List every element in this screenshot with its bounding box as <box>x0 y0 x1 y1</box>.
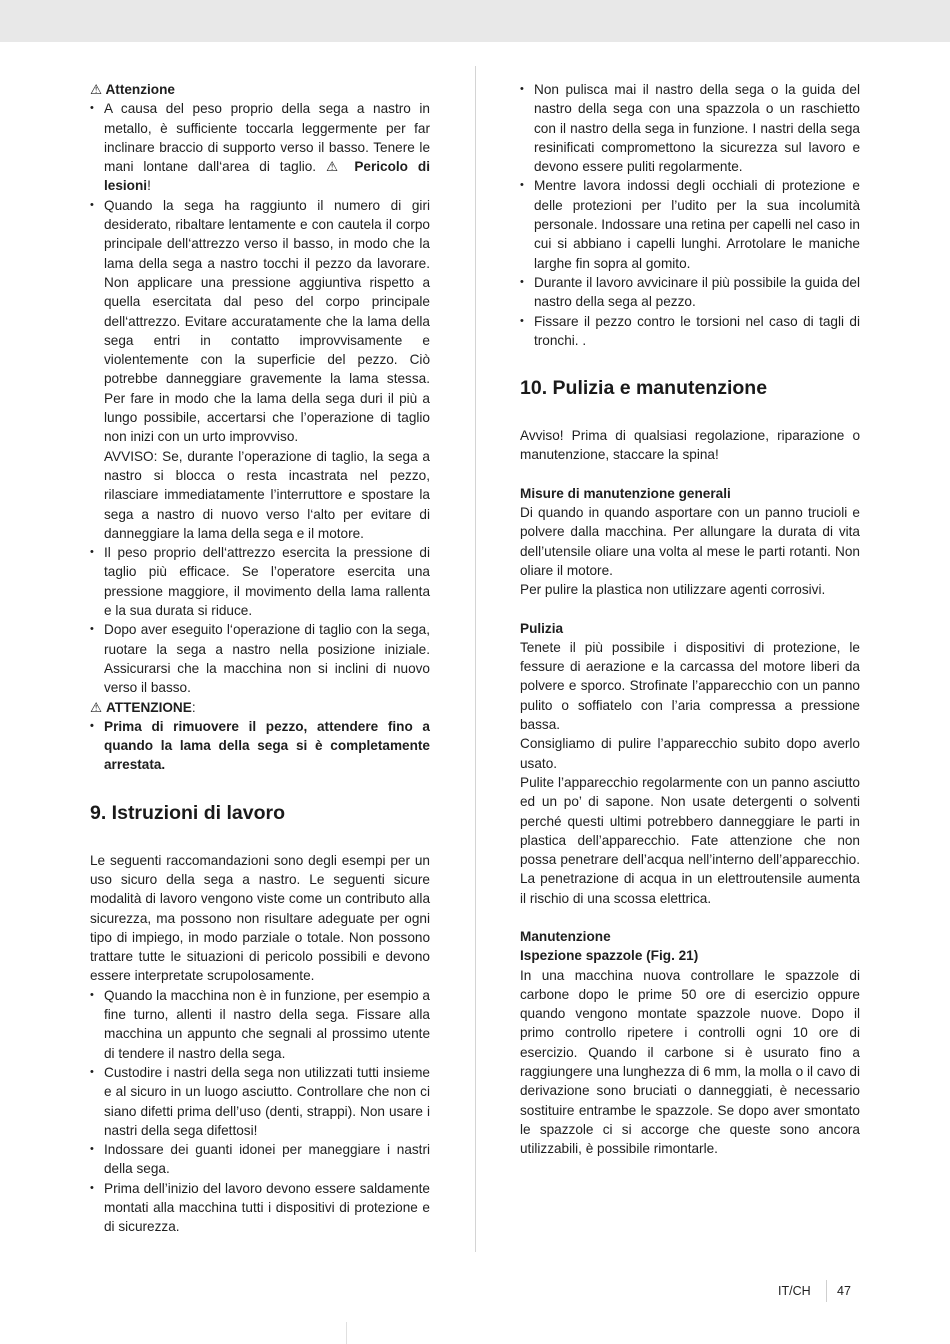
intro-paragraph: Le seguenti raccomandazioni sono degli esempi per un uso sicuro della sega a nastro. Le seguenti sicure modalità di lavoro vengono viste come un contributo alla sicurezza, ma possono non risultare adeguate per ogni tipo di impiego, in modo parziale o totale. Non possono trattare tutte le situazioni di pericolo possibili e devono essere interpretate scrupolosamente. <box>90 852 430 984</box>
subheading: Manutenzione <box>520 928 611 944</box>
subheading: Ispezione spazzole (Fig. 21) <box>520 948 699 964</box>
item-text: A causa del peso proprio della sega a nastro in metallo, è sufficiente toccarla leggermente per far inclinare braccio di supporto verso il basso. Tenere le mani lontane dall‘area di taglio. <box>104 101 430 175</box>
spacer <box>520 600 860 619</box>
paragraph: Pulite l’apparecchio regolarmente con un panno asciutto ed un po’ di sapone. Non usate detergenti o solventi perché questi ultimi potrebbero danneggiare le parti in plastica dell’apparecchio. Fate attenzione che non possa penetrare dell’acqua nell’interno dell’apparecchio. La penetrazione di acqua in un elettroutensile aumenta il rischio di una scossa elettrica. <box>520 774 860 906</box>
footer-language: IT/CH <box>778 1284 811 1298</box>
top-band <box>0 0 950 42</box>
paragraph: Consigliamo di pulire l’apparecchio subito dopo averlo usato. <box>520 736 860 771</box>
warning-icon: ⚠ <box>90 699 103 715</box>
list-item <box>90 99 430 195</box>
warning-label: ATTENZIONE <box>105 699 192 715</box>
notice-text: AVVISO: Se, durante l’operazione di taglio, la sega a nastro si blocca o resta incastrata nel pezzo, rilasciare immediatamente l’interruttore e spostare la sega a nastro di nuovo verso l‘alto per evitare di danneggiare la lama della sega e il motore. <box>104 448 430 541</box>
list-item: • Dopo aver eseguito l‘operazione di taglio con la sega, ruotare la sega a nastro nella posizione iniziale. Assicurarsi che la macchina non si inclini di nuovo verso il basso. <box>90 620 430 697</box>
paragraph: Tenete il più possibile i dispositivi di protezione, le fessure di aerazione e la carcassa del motore liberi da polvere e sporco. Strofinate l’apparecchio con un panno pulito o soffiatelo con l’aria compressa a pressione bassa. <box>520 639 860 733</box>
danger-label: Pericolo di lesioni <box>104 159 431 194</box>
left-column <box>90 80 430 1237</box>
list-item: • Custodire i nastri della sega non utilizzati tutti insieme e al sicuro in un luogo asciutto. Controllare che non ci siano difetti prima dell’uso (denti, strappi). Non usare i nastri della sega difettosi! <box>90 1063 430 1140</box>
list-item: • Prima dell’inizio del lavoro devono essere saldamente montati alla macchina tutti i dispositivi di protezione e di sicurezza. <box>90 1179 430 1237</box>
paragraph: Di quando in quando asportare con un panno trucioli e polvere dalla macchina. Per allungare la durata di vita dell’utensile oliare una volta al mese le parti rotanti. Non oliare il motore. <box>520 505 860 578</box>
subheading: Misure di manutenzione generali <box>520 485 731 501</box>
instructions-list <box>90 986 430 1237</box>
list-item: • Il peso proprio dell‘attrezzo esercita la pressione di taglio più efficace. Se l’operatore esercita una pressione maggiore, il movimento della lama rallenta e la sua durata si riduce. <box>90 543 430 620</box>
right-column <box>520 80 860 1159</box>
warning-label: Attenzione <box>105 82 175 97</box>
list-item: • Mentre lavora indossi degli occhiali di protezione e delle protezioni per l’udito per la sua incolumità personale. Indossare una retina per capelli nel caso in cui si abbiano i capelli lunghi. Arrotolare le maniche larghe fin sopra al gomito. <box>520 176 860 272</box>
warning-list <box>90 99 430 697</box>
section-heading-9: 9. Istruzioni di lavoro <box>90 801 286 824</box>
spacer <box>520 908 860 927</box>
column-divider <box>475 66 476 1252</box>
spacer <box>520 465 860 484</box>
warning-heading-2 <box>90 698 430 717</box>
list-item: • Non pulisca mai il nastro della sega o la guida del nastro della sega con una spazzola o un raschietto con il nastro della sega in funzione. I nastri della sega resinificati compromettono la sicurezza sul lavoro e devono essere puliti regolarmente. <box>520 80 860 176</box>
footer-separator <box>826 1280 827 1302</box>
paragraph: Per pulire la plastica non utilizzare agenti corrosivi. <box>520 582 826 598</box>
paragraph: In una macchina nuova controllare le spazzole di carbone dopo le prime 50 ore di esercizio oppure quando vengono montate spazzole nuove. Dopo il primo controllo ripetere i controlli ogni 10 ore di esercizio. Quando il carbone si è usurato fino a raggiungere una lunghezza di 6 mm, la molla o il cavo di derivazione sono bruciati o danneggiati, è necessario sostituire entrambe le spazzole. Se dopo aver smontato le spazzole ci si accorge che queste sono ancora utilizzabili, è possibile rimontarle. <box>520 967 860 1157</box>
warning-list-2 <box>90 717 430 775</box>
item-text: Quando la sega ha raggiunto il numero di giri desiderato, ribaltare lentamente e con cautela il corpo principale dell‘attrezzo verso il basso, in modo che la lama della sega a nastro tocchi il pezzo da lavorare. Non applicare una pressione aggiuntiva rispetto a quella esercitata dal peso del corpo principale dell‘attrezzo. Evitare accuratamente che la lama della sega entri in contatto improvvisamente e violentemente con la superficie del pezzo. Ciò potrebbe danneggiare gravemente la lama stessa. Per fare in modo che la lama della sega duri il più a lungo possibile, accertarsi che l’operazione di taglio non inizi con un urto improvviso. <box>104 197 430 445</box>
list-item: • Fissare il pezzo contro le torsioni nel caso di tagli di tronchi. . <box>520 312 860 351</box>
list-item: • Durante il lavoro avvicinare il più possibile la guida del nastro della sega al pezzo. <box>520 273 860 312</box>
warning-icon: ⚠ <box>326 159 345 175</box>
list-item: • Prima di rimuovere il pezzo, attendere fino a quando la lama della sega si è completamente arrestata. <box>90 717 430 775</box>
notice-paragraph: Avviso! Prima di qualsiasi regolazione, riparazione o manutenzione, staccare la spina! <box>520 428 860 463</box>
list-item <box>90 196 430 543</box>
page-number: 47 <box>837 1284 851 1298</box>
item-text: ! <box>147 178 151 194</box>
instructions-list-continued <box>520 80 860 350</box>
colon: : <box>191 699 196 715</box>
list-item: • Quando la macchina non è in funzione, per esempio a fine turno, allenti il nastro della sega. Fissare alla macchina un appunto che segnali al prossimo utente di tendere il nastro della sega. <box>90 986 430 1063</box>
crop-mark <box>346 1322 347 1344</box>
section-heading-10: 10. Pulizia e manutenzione <box>520 377 768 400</box>
warning-heading <box>90 80 430 99</box>
list-item: • Indossare dei guanti idonei per maneggiare i nastri della sega. <box>90 1140 430 1179</box>
subheading: Pulizia <box>520 620 564 636</box>
warning-icon: ⚠ <box>90 82 103 97</box>
